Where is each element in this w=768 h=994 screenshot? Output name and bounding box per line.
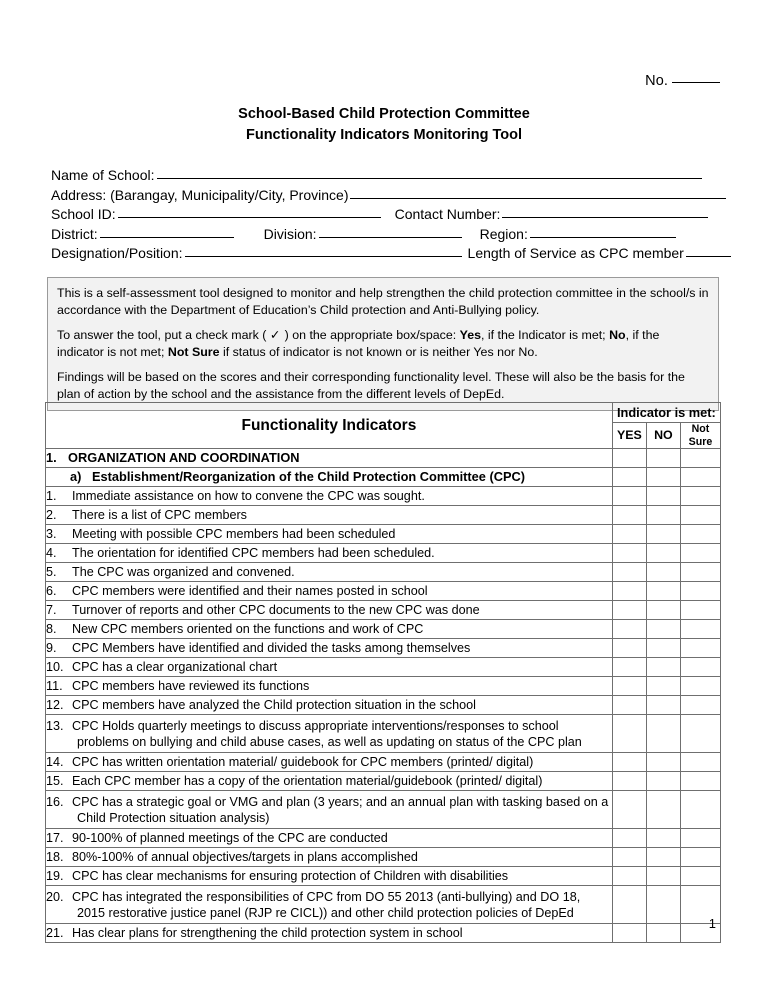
indicator-item [46, 754, 612, 770]
indicator-no-box[interactable] [646, 544, 680, 563]
indicator-yes-box[interactable] [612, 601, 646, 620]
indicator-item [46, 830, 612, 846]
field-school-id-label: School ID: [51, 206, 116, 222]
indicator-text-line-1: CPC Members have identified and divided the tasks among themselves [72, 641, 471, 655]
indicator-no-box[interactable] [646, 829, 680, 848]
indicator-item [46, 526, 612, 542]
indicator-text-cell [46, 544, 613, 563]
indicator-yes-box[interactable] [612, 715, 646, 753]
indicator-text [72, 640, 612, 656]
indicator-notsure-box[interactable] [680, 506, 720, 525]
indicator-no-box[interactable] [646, 677, 680, 696]
table-header-not-sure: Not Sure [680, 423, 720, 449]
table-row [46, 924, 721, 943]
indicators-table-wrap [45, 402, 721, 943]
indicator-no-box[interactable] [646, 848, 680, 867]
indicator-text-line-1: CPC has a clear organizational chart [72, 660, 278, 674]
indicators-table-body [46, 449, 721, 943]
table-row [46, 753, 721, 772]
indicator-no-box[interactable] [646, 620, 680, 639]
field-address [51, 186, 719, 206]
indicator-number: 8. [46, 622, 57, 636]
indicator-item [46, 564, 612, 580]
indicator-text [72, 678, 612, 694]
field-district-division-region [51, 225, 719, 245]
indicator-item [46, 659, 612, 675]
instructions-p2-part-d: , if the indicator is not met; [57, 328, 660, 359]
indicator-notsure-box[interactable] [680, 639, 720, 658]
title-line-2: Functionality Indicators Monitoring Tool [245, 127, 523, 143]
indicator-notsure-box[interactable] [680, 525, 720, 544]
table-row [46, 620, 721, 639]
indicator-text [72, 659, 612, 675]
indicator-text [72, 925, 612, 941]
field-school-id-contact [51, 205, 719, 225]
section-heading-cell [46, 449, 613, 468]
indicator-number: 10. [46, 660, 64, 674]
indicator-text-line-2: Child Protection situation analysis) [77, 811, 270, 825]
indicator-yes-box[interactable] [612, 924, 646, 943]
indicator-no-box[interactable] [646, 924, 680, 943]
indicator-notsure-box[interactable] [680, 563, 720, 582]
indicator-text [72, 583, 612, 599]
table-row [46, 886, 721, 924]
subsection-label: Establishment/Reorganization of the Child Protection Committee (CPC) [92, 469, 525, 484]
section-label: ORGANIZATION AND COORDINATION [68, 450, 300, 465]
indicator-yes-box[interactable] [612, 639, 646, 658]
indicator-number: 15. [46, 774, 64, 788]
field-school-name [51, 166, 719, 186]
indicator-text-cell [46, 886, 613, 924]
table-row [46, 639, 721, 658]
indicator-notsure-box[interactable] [680, 487, 720, 506]
indicator-no-box[interactable] [646, 658, 680, 677]
indicator-notsure-box[interactable] [680, 620, 720, 639]
indicator-text-cell [46, 563, 613, 582]
table-row [46, 563, 721, 582]
indicator-yes-box[interactable] [612, 582, 646, 601]
table-row [46, 544, 721, 563]
indicator-text-line-1: CPC has integrated the responsibilities of CPC from DO 55 2013 (anti-bullying) and DO 18, [72, 890, 581, 904]
indicator-no-box[interactable] [646, 601, 680, 620]
field-school-name-label: Name of School: [51, 167, 155, 183]
instructions-box [47, 277, 719, 411]
table-row [46, 506, 721, 525]
field-school-name-input[interactable] [157, 166, 702, 179]
indicator-notsure-box[interactable] [680, 696, 720, 715]
field-division-input[interactable] [319, 225, 462, 238]
indicator-number: 12. [46, 698, 64, 712]
indicator-no-box[interactable] [646, 525, 680, 544]
indicator-text-line-1: 80%-100% of annual objectives/targets in plans accomplished [72, 850, 418, 864]
indicator-number: 3. [46, 527, 57, 541]
indicator-notsure-box[interactable] [680, 791, 720, 829]
indicator-number: 1. [46, 489, 57, 503]
indicator-text-cell [46, 848, 613, 867]
indicator-text-line-1: New CPC members oriented on the functions and work of CPC [72, 622, 424, 636]
indicator-yes-box[interactable] [612, 791, 646, 829]
field-length-service-input[interactable] [686, 244, 731, 257]
indicator-number: 7. [46, 603, 57, 617]
indicator-text [72, 526, 612, 542]
indicator-no-box[interactable] [646, 886, 680, 924]
table-row [46, 696, 721, 715]
title-line-1: School-Based Child Protection Committee [238, 106, 530, 122]
table-row [46, 525, 721, 544]
subsection-heading-cell [46, 468, 613, 487]
indicator-number: 11. [46, 679, 63, 693]
instructions-p2-part-a: To answer the tool, put a check mark ( [57, 328, 270, 342]
instructions-p2-part-b: ) on the appropriate box/space: [281, 328, 460, 342]
indicator-text [72, 507, 612, 523]
page-title [0, 104, 768, 146]
table-row-subsection [46, 468, 721, 487]
indicator-text-line-1: Immediate assistance on how to convene the CPC was sought. [72, 489, 425, 503]
indicator-yes-box[interactable] [612, 848, 646, 867]
check-mark-icon: ✓ [269, 328, 282, 342]
indicator-item [46, 697, 612, 713]
indicator-text [72, 697, 612, 713]
indicator-item [46, 602, 612, 618]
indicator-yes-box[interactable] [612, 506, 646, 525]
indicator-text-cell [46, 696, 613, 715]
subsection-notsure-box[interactable] [680, 468, 720, 487]
indicator-text [72, 718, 612, 750]
indicator-text-cell [46, 791, 613, 829]
table-row-section [46, 449, 721, 468]
indicator-text-cell [46, 924, 613, 943]
indicators-table [45, 402, 721, 943]
field-length-service-label: Length of Service as CPC member [467, 245, 684, 261]
field-school-id-input[interactable] [118, 205, 381, 218]
indicator-text [72, 849, 612, 865]
indicator-no-box[interactable] [646, 582, 680, 601]
indicator-text-cell [46, 620, 613, 639]
indicator-text [72, 830, 612, 846]
indicator-text-cell [46, 772, 613, 791]
indicator-item [46, 925, 612, 941]
page-number: 1 [708, 916, 716, 931]
indicator-no-box[interactable] [646, 696, 680, 715]
indicator-item [46, 621, 612, 637]
field-contact-input[interactable] [502, 205, 708, 218]
table-row [46, 487, 721, 506]
indicator-item [46, 868, 612, 884]
table-header-yes: YES [612, 423, 646, 449]
table-row [46, 867, 721, 886]
indicator-text-line-1: Turnover of reports and other CPC documents to the new CPC was done [72, 603, 480, 617]
table-row [46, 582, 721, 601]
indicator-number: 16. [46, 795, 64, 809]
indicator-text-cell [46, 658, 613, 677]
indicator-number: 2. [46, 508, 57, 522]
indicator-item [46, 640, 612, 656]
indicator-number: 20. [46, 890, 64, 904]
indicator-number: 4. [46, 546, 57, 560]
field-designation-service [51, 244, 719, 264]
table-row [46, 772, 721, 791]
indicator-text-cell [46, 715, 613, 753]
field-district-input[interactable] [100, 225, 234, 238]
table-row [46, 677, 721, 696]
form-number-blank[interactable] [672, 70, 720, 83]
indicator-yes-box[interactable] [612, 696, 646, 715]
instructions-keyword-yes: Yes [459, 328, 481, 342]
table-row [46, 791, 721, 829]
indicator-yes-box[interactable] [612, 886, 646, 924]
indicator-text-line-1: CPC has written orientation material/ guidebook for CPC members (printed/ digital) [72, 755, 534, 769]
indicator-item [46, 718, 612, 750]
indicator-no-box[interactable] [646, 791, 680, 829]
indicator-text [72, 545, 612, 561]
indicator-yes-box[interactable] [612, 658, 646, 677]
form-number-line [645, 70, 720, 89]
field-address-input[interactable] [350, 186, 726, 199]
subsection-no-box[interactable] [646, 468, 680, 487]
indicator-notsure-box[interactable] [680, 677, 720, 696]
indicator-text-cell [46, 867, 613, 886]
indicator-notsure-box[interactable] [680, 601, 720, 620]
instructions-p2-part-c: , if the Indicator is met; [480, 328, 610, 342]
indicator-text-cell [46, 601, 613, 620]
indicator-number: 13. [46, 719, 64, 733]
indicator-text-cell [46, 829, 613, 848]
indicator-text-cell [46, 677, 613, 696]
indicator-text [72, 621, 612, 637]
indicator-notsure-box[interactable] [680, 544, 720, 563]
table-row [46, 829, 721, 848]
indicator-number: 14. [46, 755, 64, 769]
indicator-number: 19. [46, 869, 64, 883]
indicator-text [72, 602, 612, 618]
indicator-yes-box[interactable] [612, 525, 646, 544]
indicator-notsure-box[interactable] [680, 753, 720, 772]
indicator-no-box[interactable] [646, 753, 680, 772]
indicator-notsure-box[interactable] [680, 772, 720, 791]
indicator-yes-box[interactable] [612, 563, 646, 582]
table-header-indicators: Functionality Indicators [46, 403, 613, 449]
indicator-notsure-box[interactable] [680, 867, 720, 886]
subsection-number: a) [70, 469, 82, 484]
indicator-number: 5. [46, 565, 57, 579]
field-district-label: District: [51, 225, 98, 242]
indicator-no-box[interactable] [646, 563, 680, 582]
section-number: 1. [46, 450, 57, 465]
indicator-text [72, 889, 612, 921]
indicator-text [72, 564, 612, 580]
indicator-number: 18. [46, 850, 64, 864]
instructions-paragraph-3: Findings will be based on the scores and their corresponding functionality level. These will also be the basis for the plan of action by the school and the assistance from the different levels of DepEd. [57, 370, 685, 401]
indicator-notsure-box[interactable] [680, 582, 720, 601]
indicator-text-line-1: CPC members were identified and their names posted in school [72, 584, 428, 598]
indicator-text-line-1: Meeting with possible CPC members had been scheduled [72, 527, 396, 541]
indicator-notsure-box[interactable] [680, 848, 720, 867]
indicator-text-cell [46, 506, 613, 525]
indicator-item [46, 773, 612, 789]
instructions-paragraph-1: This is a self-assessment tool designed to monitor and help strengthen the child protection committee in the school/s in accordance with the Department of Education’s Child protection and Anti-Bullying policy. [57, 286, 709, 317]
indicator-item [46, 545, 612, 561]
indicator-yes-box[interactable] [612, 772, 646, 791]
section-yes-box[interactable] [612, 449, 646, 468]
school-info-fields [51, 166, 719, 264]
indicator-item [46, 889, 612, 921]
indicator-text-line-1: The CPC was organized and convened. [72, 565, 295, 579]
indicator-item [46, 849, 612, 865]
indicator-item [46, 488, 612, 504]
indicator-number: 21. [46, 926, 64, 940]
indicator-text-line-1: The orientation for identified CPC members had been scheduled. [72, 546, 435, 560]
field-contact-label: Contact Number: [394, 206, 501, 222]
indicator-text-cell [46, 753, 613, 772]
table-row [46, 658, 721, 677]
indicator-text-line-1: Each CPC member has a copy of the orientation material/guidebook (printed/ digital) [72, 774, 543, 788]
indicator-text-line-1: CPC has clear mechanisms for ensuring protection of Children with disabilities [72, 869, 509, 883]
indicator-no-box[interactable] [646, 772, 680, 791]
indicator-text-cell [46, 525, 613, 544]
indicator-text [72, 868, 612, 884]
table-row [46, 601, 721, 620]
indicator-text [72, 794, 612, 826]
field-designation-label: Designation/Position: [51, 245, 183, 261]
indicator-yes-box[interactable] [612, 677, 646, 696]
table-header-no: NO [646, 423, 680, 449]
indicator-text [72, 488, 612, 504]
indicator-text-line-1: There is a list of CPC members [72, 508, 247, 522]
instructions-paragraph-2 [57, 327, 709, 360]
indicator-notsure-box[interactable] [680, 715, 720, 753]
indicator-no-box[interactable] [646, 715, 680, 753]
indicator-yes-box[interactable] [612, 487, 646, 506]
indicator-text-line-1: 90-100% of planned meetings of the CPC are conducted [72, 831, 388, 845]
field-region-input[interactable] [530, 225, 676, 238]
table-header-indicator-is-met: Indicator is met: [612, 403, 720, 423]
indicator-yes-box[interactable] [612, 544, 646, 563]
indicator-text-cell [46, 639, 613, 658]
instructions-p2-part-e: if status of indicator is not known or is neither Yes nor No. [219, 344, 538, 359]
form-number-label: No. [645, 73, 668, 89]
indicator-text [72, 773, 612, 789]
indicator-item [46, 794, 612, 826]
indicator-item [46, 583, 612, 599]
instructions-keyword-not-sure: Not Sure [167, 344, 220, 359]
field-division-label: Division: [263, 225, 317, 242]
indicator-no-box[interactable] [646, 487, 680, 506]
field-address-label: Address: (Barangay, Municipality/City, Province) [51, 186, 349, 203]
indicator-text-line-1: CPC has a strategic goal or VMG and plan (3 years; and an annual plan with tasking based on a [72, 795, 609, 809]
indicator-item [46, 507, 612, 523]
indicator-text-cell [46, 487, 613, 506]
field-region-label: Region: [479, 225, 528, 242]
indicator-yes-box[interactable] [612, 753, 646, 772]
indicator-yes-box[interactable] [612, 829, 646, 848]
indicator-text-line-1: CPC members have analyzed the Child protection situation in the school [72, 698, 476, 712]
table-header-row-1 [46, 403, 721, 423]
section-no-box[interactable] [646, 449, 680, 468]
indicator-notsure-box[interactable] [680, 658, 720, 677]
indicator-item [46, 678, 612, 694]
indicator-no-box[interactable] [646, 639, 680, 658]
indicator-number: 9. [46, 641, 57, 655]
table-row [46, 715, 721, 753]
indicator-text-line-1: Has clear plans for strengthening the child protection system in school [72, 926, 463, 940]
indicator-number: 6. [46, 584, 57, 598]
indicator-notsure-box[interactable] [680, 829, 720, 848]
indicator-text [72, 754, 612, 770]
indicator-yes-box[interactable] [612, 867, 646, 886]
indicator-text-line-1: CPC Holds quarterly meetings to discuss appropriate interventions/responses to school [72, 719, 559, 733]
instructions-keyword-no: No [609, 328, 626, 342]
subsection-yes-box[interactable] [612, 468, 646, 487]
indicator-text-line-2: problems on bullying and child abuse cases, as well as updating on status of the CPC plan [77, 735, 582, 749]
section-notsure-box[interactable] [680, 449, 720, 468]
indicator-number: 17. [46, 831, 64, 845]
indicator-no-box[interactable] [646, 867, 680, 886]
indicator-yes-box[interactable] [612, 620, 646, 639]
indicator-text-cell [46, 582, 613, 601]
indicator-no-box[interactable] [646, 506, 680, 525]
indicator-text-line-1: CPC members have reviewed its functions [72, 679, 310, 693]
table-row [46, 848, 721, 867]
indicator-text-line-2: 2015 restorative justice panel (RJP re CICL)) and other child protection policies of DepEd [77, 906, 574, 920]
field-designation-input[interactable] [185, 244, 462, 257]
